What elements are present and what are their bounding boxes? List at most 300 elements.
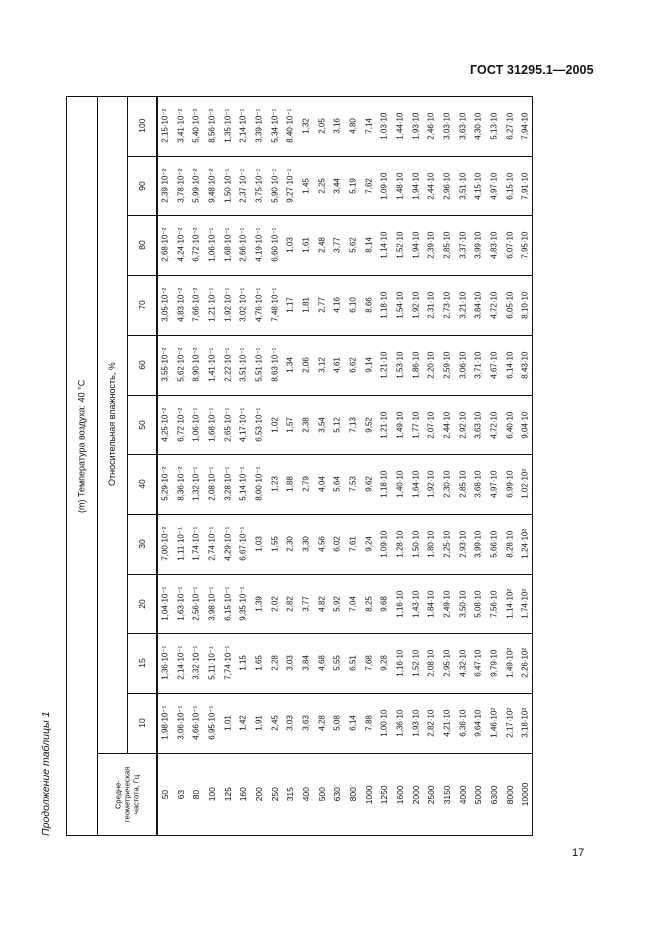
frequency-label: 2000 <box>410 784 421 804</box>
table-cell: 3,44 <box>332 177 342 194</box>
table-cell: 1,42 <box>238 715 248 731</box>
table-cell: 2,46·10 <box>426 112 436 140</box>
table-cell: 2,26·10² <box>520 648 530 679</box>
table-cell: 3,41·10⁻² <box>175 108 185 143</box>
table-cell: 8,14 <box>363 237 373 254</box>
table-cell: 2,39·10⁻² <box>160 168 170 203</box>
table-cell: 3,30 <box>301 535 311 552</box>
table-cell: 6,99·10 <box>504 470 514 498</box>
table-cell: 2,93·10 <box>457 530 467 558</box>
table-cell: 4,67·10 <box>489 351 499 379</box>
table-cell: 8,66 <box>363 297 373 313</box>
document-standard-number: ГОСТ 31295.1—2005 <box>470 63 594 77</box>
table-cell: 1,50·10 <box>410 530 420 558</box>
table-cell: 4,97·10 <box>489 470 499 498</box>
table-cell: 7,56·10 <box>489 589 499 618</box>
table-cell: 1,28·10 <box>395 530 405 558</box>
table-cell: 1,49·10 <box>395 410 405 438</box>
table-cell: 1,00·10 <box>379 709 389 737</box>
table-cell: 3,63·10 <box>473 410 483 438</box>
table-cell: 1,36·10⁻¹ <box>160 646 170 681</box>
table-cell: 1,35·10⁻¹ <box>222 108 232 143</box>
table-cell: 1,57 <box>285 416 295 433</box>
table-cell: 2,39·10 <box>426 231 436 259</box>
table-cell: 1,46·10² <box>489 707 499 738</box>
table-cell: 5,90·10⁻¹ <box>269 168 279 203</box>
humidity-label: 70 <box>137 300 147 310</box>
table-cell: 3,50·10 <box>457 589 467 618</box>
table-cell: 1,68·10⁻¹ <box>222 228 232 263</box>
table-cell: 1,06·10⁻¹ <box>207 228 217 263</box>
table-cell: 4,28 <box>316 715 326 731</box>
table-cell: 6,05·10 <box>504 291 514 319</box>
table-title: (m) Температура воздуха: 40 °С <box>76 379 87 513</box>
table-cell: 2,14·10⁻¹ <box>175 646 185 681</box>
table-cell: 3,37·10 <box>457 231 467 259</box>
table-cell: 1,91 <box>254 715 264 731</box>
humidity-label: 80 <box>137 240 147 250</box>
rule-horizontal <box>127 335 533 336</box>
table-cell: 1,21·10⁻¹ <box>207 287 217 322</box>
table-cell: 6,15·10 <box>504 171 514 200</box>
table-cell: 1,02 <box>269 416 279 433</box>
table-cell: 3,98·10⁻¹ <box>207 586 217 621</box>
humidity-label: 90 <box>137 180 147 191</box>
table-cell: 3,12 <box>316 356 326 373</box>
table-cell: 5,66·10 <box>489 530 499 558</box>
table-cell: 2,92·10 <box>457 410 467 438</box>
frequency-label: 4000 <box>457 784 468 804</box>
table-cell: 6,60·10⁻¹ <box>269 228 279 263</box>
table-cell: 2,38 <box>301 416 311 433</box>
table-cell: 2,08·10⁻¹ <box>207 467 217 502</box>
table-cell: 2,66·10⁻¹ <box>238 228 248 263</box>
rule-horizontal <box>127 156 533 157</box>
table-cell: 5,12 <box>332 416 342 433</box>
table-cell: 9,62 <box>363 476 373 492</box>
table-cell: 7,74·10⁻¹ <box>222 646 232 681</box>
table-cell: 1,09·10 <box>379 171 389 200</box>
frequency-label: 50 <box>159 789 170 800</box>
humidity-label: 100 <box>137 118 147 133</box>
table-cell: 1,68·10⁻¹ <box>207 407 217 442</box>
table-cell: 1,36·10 <box>395 709 405 737</box>
table-cell: 3,78·10⁻² <box>175 168 185 203</box>
table-cell: 2,65·10⁻¹ <box>222 407 232 442</box>
table-cell: 9,48·10⁻² <box>207 168 217 203</box>
table-cell: 3,03 <box>285 655 295 671</box>
table-cell: 8,00·10⁻¹ <box>254 467 264 502</box>
table-cell: 2,95·10 <box>442 649 452 677</box>
table-cell: 4,61 <box>332 356 342 373</box>
table-cell: 4,56 <box>316 535 326 552</box>
table-cell: 3,99·10 <box>473 231 483 259</box>
table-cell: 2,59·10 <box>442 351 452 379</box>
table-cell: 6,72·10⁻² <box>175 407 185 442</box>
table-cell: 2,30·10 <box>442 470 452 498</box>
table-cell: 8,63·10⁻¹ <box>269 347 279 382</box>
table-cell: 1,65 <box>254 655 264 671</box>
frequency-label: 5000 <box>473 784 484 804</box>
table-cell: 5,11·10⁻¹ <box>207 646 217 680</box>
table-cell: 1,88 <box>285 476 295 492</box>
table-cell: 1,03·10 <box>379 112 389 140</box>
table-cell: 2,17·10² <box>504 707 514 738</box>
table-cell: 7,53 <box>348 476 358 492</box>
table-cell: 5,14·10⁻¹ <box>238 467 248 502</box>
table-cell: 2,96·10 <box>442 171 452 200</box>
table-cell: 9,64·10 <box>473 709 483 737</box>
table-cell: 7,04 <box>348 595 358 612</box>
table-cell: 3,51·10 <box>457 171 467 200</box>
table-cell: 3,71·10 <box>473 351 483 379</box>
frequency-label: 80 <box>191 789 202 800</box>
table-cell: 2,08·10 <box>426 649 436 677</box>
table-cell: 6,72·10⁻² <box>191 228 201 263</box>
table-cell: 2,44·10 <box>426 171 436 200</box>
table-cell: 6,15·10⁻¹ <box>222 586 232 621</box>
table-cell: 3,84 <box>301 655 311 671</box>
table-cell: 4,66·10⁻¹ <box>191 705 201 740</box>
table-cell: 4,83·10⁻² <box>175 287 185 322</box>
table-cell: 6,36·10 <box>457 709 467 737</box>
frequency-label: 160 <box>238 787 249 802</box>
table-cell: 1,64·10 <box>410 470 420 498</box>
table-cell: 2,31·10 <box>426 291 436 319</box>
table-cell: 6,40·10 <box>504 410 514 438</box>
table-cell: 5,62·10⁻² <box>175 347 185 382</box>
table-cell: 2,02 <box>269 595 279 612</box>
table-cell: 4,15·10 <box>473 171 483 200</box>
table-cell: 7,91·10 <box>520 171 530 200</box>
table-cell: 1,01 <box>222 715 232 731</box>
table-cell: 1,03 <box>285 237 295 254</box>
table-cell: 3,84·10 <box>473 291 483 319</box>
table-cell: 3,03 <box>285 715 295 731</box>
table-cell: 1,32 <box>301 118 311 134</box>
table-cell: 6,02 <box>332 535 342 552</box>
table-cell: 2,25 <box>316 177 326 194</box>
table-cell: 6,10 <box>348 297 358 313</box>
frequency-header: Средне-геометрическая частота, Гц <box>113 766 141 823</box>
table-cell: 3,77 <box>301 595 311 612</box>
table-cell: 9,04·10 <box>520 410 530 438</box>
table-cell: 3,06·10 <box>457 351 467 379</box>
table-cell: 2,37·10⁻¹ <box>238 168 248 203</box>
humidity-label: 60 <box>137 359 147 370</box>
table-cell: 6,95·10⁻¹ <box>207 705 217 740</box>
table-cell: 2,30 <box>285 535 295 552</box>
table-cell: 6,67·10⁻¹ <box>238 526 248 561</box>
table-cell: 4,24·10⁻² <box>175 228 185 263</box>
table-cell: 1,63·10⁻¹ <box>175 586 185 621</box>
table-cell: 6,07·10 <box>504 231 514 259</box>
humidity-label: 30 <box>137 539 147 549</box>
table-cell: 7,95·10 <box>520 231 530 259</box>
frequency-label: 250 <box>269 787 280 802</box>
table-cell: 1,02·10² <box>520 469 530 499</box>
table-cell: 2,73·10 <box>442 291 452 319</box>
table-cell: 2,82 <box>285 595 295 612</box>
table-cell: 1,15 <box>238 655 248 671</box>
table-cell: 5,99·10⁻² <box>191 168 201 203</box>
table-cell: 1,17 <box>285 297 295 313</box>
humidity-label: 40 <box>137 479 147 489</box>
table-cell: 1,86·10 <box>410 351 420 379</box>
table-cell: 6,47·10 <box>473 649 483 677</box>
table-cell: 3,06·10⁻¹ <box>175 705 185 740</box>
page-number: 17 <box>572 847 585 859</box>
table-cell: 5,29·10⁻² <box>160 467 170 502</box>
table-cell: 9,14 <box>363 356 373 373</box>
table-cell: 6,27·10 <box>504 112 514 140</box>
table-cell: 1,18·10 <box>379 291 389 319</box>
table-cell: 1,24·10² <box>520 528 530 559</box>
table-cell: 2,48 <box>316 237 326 254</box>
frequency-label: 630 <box>332 787 343 802</box>
table-cell: 8,36·10⁻² <box>175 467 185 502</box>
table-cell: 3,32·10⁻¹ <box>191 646 201 681</box>
rule-horizontal <box>127 693 533 694</box>
table-cell: 1,53·10 <box>395 351 405 379</box>
frequency-label: 8000 <box>504 784 515 804</box>
table-cell: 5,92 <box>332 595 342 612</box>
table-cell: 1,40·10 <box>395 470 405 498</box>
table-cell: 2,22·10⁻¹ <box>222 347 232 382</box>
table-cell: 8,90·10⁻² <box>191 347 201 382</box>
table-cell: 3,16 <box>332 118 342 134</box>
frequency-label: 1250 <box>379 784 390 804</box>
table-cell: 1,49·10² <box>504 648 514 679</box>
table-cell: 1,84·10 <box>426 589 436 618</box>
table-cell: 1,14·10² <box>504 588 514 619</box>
frequency-label: 3150 <box>441 784 452 804</box>
table-cell: 7,14 <box>363 118 373 134</box>
table-cell: 4,04 <box>316 476 326 492</box>
table-cell: 6,14·10 <box>504 351 514 379</box>
table-cell: 4,82 <box>316 595 326 612</box>
table-cell: 2,07·10 <box>426 410 436 438</box>
rule-horizontal <box>127 275 533 276</box>
table-cell: 3,68·10 <box>473 470 483 498</box>
table-cell: 5,13·10 <box>489 112 499 140</box>
table-cell: 1,54·10 <box>395 291 405 319</box>
table-cell: 3,28·10⁻¹ <box>222 467 232 502</box>
table-cell: 1,93·10 <box>410 112 420 140</box>
frequency-label: 400 <box>300 787 311 802</box>
table-cell: 3,99·10 <box>473 530 483 558</box>
table-cell: 1,39 <box>254 595 264 612</box>
table-cell: 1,94·10 <box>410 171 420 200</box>
table-caption: Продолжение таблицы 1 <box>40 711 52 836</box>
table-cell: 9,52 <box>363 416 373 433</box>
table-cell: 1,77·10 <box>410 410 420 438</box>
table-cell: 2,85·10 <box>442 231 452 259</box>
table-cell: 3,18·10² <box>520 707 530 738</box>
table-cell: 9,79·10 <box>489 649 499 677</box>
frequency-label: 10000 <box>520 782 531 807</box>
table-cell: 4,25·10⁻² <box>160 407 170 442</box>
table-cell: 7,00·10⁻² <box>160 526 170 561</box>
table-cell: 8,28·10 <box>504 530 514 558</box>
table-cell: 1,11·10⁻¹ <box>175 527 185 561</box>
table-cell: 1,48·10 <box>395 171 405 200</box>
table-cell: 2,85·10 <box>457 470 467 498</box>
frequency-label: 1600 <box>394 784 405 804</box>
table-cell: 3,63 <box>301 715 311 731</box>
table-cell: 7,62 <box>363 177 373 194</box>
table-cell: 4,72·10 <box>489 410 499 438</box>
table-cell: 5,08·10 <box>473 589 483 618</box>
frequency-label: 6300 <box>488 784 499 804</box>
table-cell: 7,66·10⁻² <box>191 287 201 322</box>
table-cell: 1,06·10⁻¹ <box>191 407 201 442</box>
table-cell: 5,40·10⁻² <box>191 108 201 143</box>
table-cell: 2,05 <box>316 118 326 134</box>
table-cell: 2,79 <box>301 476 311 492</box>
table-cell: 3,54 <box>316 416 326 433</box>
table-cell: 4,30·10 <box>473 112 483 140</box>
table-cell: 1,23 <box>269 476 279 492</box>
frequency-label: 2500 <box>426 784 437 804</box>
table-cell: 4,83·10 <box>489 231 499 259</box>
table-cell: 4,68 <box>316 655 326 671</box>
frequency-label: 800 <box>347 787 358 802</box>
table-cell: 1,34 <box>285 356 295 373</box>
table-cell: 5,51·10⁻¹ <box>254 347 264 382</box>
humidity-label: 20 <box>137 598 147 609</box>
table-cell: 9,35·10⁻¹ <box>238 586 248 621</box>
table-cell: 1,14·10 <box>379 231 389 259</box>
table-cell: 1,55 <box>269 535 279 552</box>
table-cell: 1,21·10 <box>379 351 389 379</box>
table-cell: 8,56·10⁻² <box>207 108 217 143</box>
table-cell: 9,28 <box>379 655 389 671</box>
table-cell: 1,93·10 <box>410 709 420 737</box>
frequency-label: 200 <box>253 787 264 802</box>
table-cell: 4,29·10⁻¹ <box>222 526 232 561</box>
table-cell: 4,97·10 <box>489 171 499 200</box>
table-cell: 3,05·10⁻² <box>160 287 170 322</box>
table-cell: 3,03·10 <box>442 112 452 140</box>
table-cell: 3,51·10⁻¹ <box>238 347 248 382</box>
table-cell: 1,18·10 <box>379 470 389 498</box>
table-cell: 8,10·10 <box>520 291 530 319</box>
humidity-header: Относительная влажность, % <box>107 362 117 487</box>
table-cell: 2,74·10⁻¹ <box>207 526 217 561</box>
table-cell: 8,25 <box>363 595 373 612</box>
table-cell: 8,43·10 <box>520 351 530 379</box>
table-cell: 9,68 <box>379 595 389 612</box>
table-cell: 3,63·10 <box>457 112 467 140</box>
table-cell: 5,64 <box>332 476 342 492</box>
table-cell: 1,32·10⁻¹ <box>191 467 201 502</box>
table-cell: 2,45 <box>269 715 279 731</box>
table-cell: 4,16 <box>332 297 342 313</box>
table-cell: 1,44·10 <box>395 112 405 140</box>
rule-horizontal <box>127 574 533 575</box>
table-cell: 1,03 <box>254 535 264 552</box>
table-cell: 4,17·10⁻¹ <box>238 407 248 442</box>
frequency-label: 1000 <box>363 784 374 804</box>
table-cell: 2,20·10 <box>426 351 436 379</box>
table-cell: 7,61 <box>348 535 358 552</box>
table-cell: 3,55·10⁻² <box>160 347 170 382</box>
table-cell: 2,82·10 <box>426 709 436 737</box>
table-cell: 1,09·10 <box>379 530 389 558</box>
table-cell: 4,72·10 <box>489 291 499 319</box>
table-cell: 1,74·10⁻¹ <box>191 526 201 561</box>
table-cell: 5,19 <box>348 177 358 194</box>
table-cell: 3,77 <box>332 237 342 254</box>
table-cell: 8,40·10⁻¹ <box>285 108 295 143</box>
table-cell: 4,21·10 <box>442 709 452 737</box>
table-cell: 1,04·10⁻¹ <box>160 586 170 621</box>
table-cell: 7,13 <box>348 416 358 433</box>
table-cell: 2,56·10⁻¹ <box>191 586 201 621</box>
table-cell: 9,24 <box>363 535 373 552</box>
table-cell: 1,81 <box>301 297 311 313</box>
table-cell: 1,94·10 <box>410 231 420 259</box>
table-cell: 6,53·10⁻¹ <box>254 407 264 442</box>
frequency-label: 125 <box>222 787 233 802</box>
table-cell: 1,74·10² <box>520 588 530 619</box>
table-cell: 1,98·10⁻¹ <box>160 705 170 740</box>
table-cell: 2,77 <box>316 297 326 313</box>
table-cell: 5,62 <box>348 237 358 254</box>
rule-horizontal <box>127 395 533 396</box>
table-cell: 2,44·10 <box>442 410 452 438</box>
table-cell: 1,16·10 <box>395 589 405 618</box>
table-cell: 1,92·10⁻¹ <box>222 287 232 322</box>
table-cell: 2,68·10⁻² <box>160 228 170 263</box>
rule-horizontal <box>127 514 533 515</box>
frequency-label: 500 <box>316 787 327 802</box>
table-cell: 6,51 <box>348 655 358 671</box>
table-cell: 2,15·10⁻² <box>160 108 170 143</box>
frequency-label: 63 <box>175 789 186 800</box>
table-cell: 4,19·10⁻¹ <box>254 228 264 263</box>
frequency-label: 100 <box>206 787 217 802</box>
table-cell: 4,80 <box>348 118 358 134</box>
table-cell: 1,52·10 <box>410 649 420 677</box>
table-cell: 2,06 <box>301 356 311 373</box>
table-cell: 1,92·10 <box>426 470 436 498</box>
table-cell: 2,25·10 <box>442 530 452 558</box>
humidity-label: 10 <box>137 718 147 728</box>
table-cell: 9,27·10⁻¹ <box>285 168 295 203</box>
table-cell: 1,50·10⁻¹ <box>222 168 232 203</box>
frequency-label: 315 <box>285 787 296 802</box>
table-cell: 1,16·10 <box>395 649 405 677</box>
table-cell: 2,49·10 <box>442 589 452 618</box>
table-cell: 1,92·10 <box>410 291 420 319</box>
table-cell: 1,52·10 <box>395 231 405 259</box>
table-cell: 3,02·10⁻¹ <box>238 287 248 322</box>
table-cell: 3,75·10⁻¹ <box>254 168 264 203</box>
table-cell: 4,32·10 <box>457 649 467 677</box>
table-cell: 1,61 <box>301 237 311 254</box>
table-cell: 6,14 <box>348 715 358 731</box>
table-cell: 2,28 <box>269 655 279 671</box>
table-cell: 7,88 <box>363 715 373 731</box>
table-cell: 1,21·10 <box>379 410 389 438</box>
table-cell: 7,68 <box>363 655 373 671</box>
table-cell: 3,21·10 <box>457 291 467 319</box>
table-cell: 2,14·10⁻¹ <box>238 108 248 143</box>
table-cell: 7,48·10⁻¹ <box>269 287 279 322</box>
humidity-label: 15 <box>137 658 147 668</box>
